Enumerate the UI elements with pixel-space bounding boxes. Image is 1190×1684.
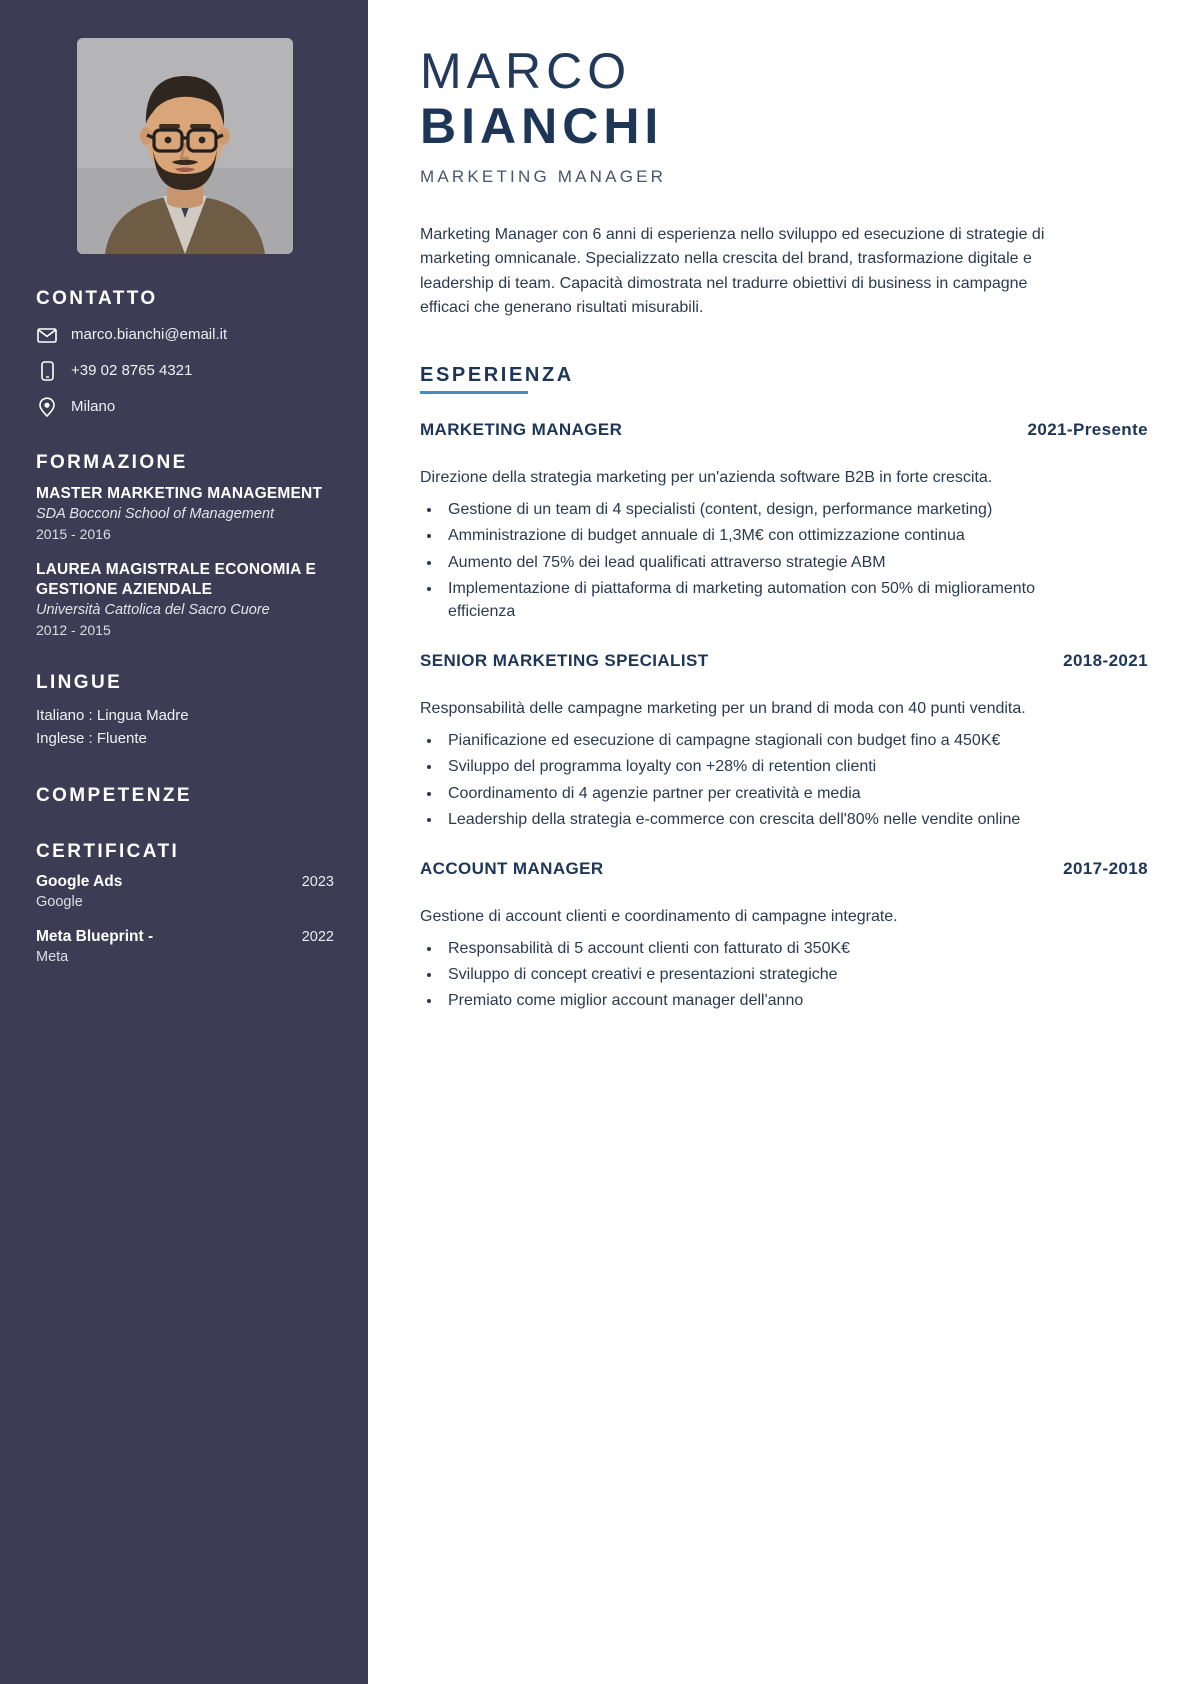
experience-bullet: • Premiato come miglior account manager dell'anno: [442, 989, 1070, 1012]
education-years: 2012 - 2015: [36, 622, 111, 639]
experience-item: [420, 859, 1148, 1013]
experience-bullet: • Implementazione di piattaforma di marketing automation con 50% di miglioramento efficienza: [442, 577, 1070, 623]
experience-bullet: • Responsabilità di 5 account clienti con fatturato di 350K€: [442, 937, 1070, 960]
education-school: Università Cattolica del Sacro Cuore: [36, 601, 270, 618]
experience-period: 2018-2021: [1063, 651, 1148, 671]
experience-bullet: • Leadership della strategia e-commerce con crescita dell'80% nelle vendite online: [442, 808, 1070, 831]
profile-summary: Marketing Manager con 6 anni di esperienza nello sviluppo ed esecuzione di strategie di marketing omnicanale. Specializzato nella crescita del brand, trasformazione digitale e leadership di team. Capacità dimostrata nel tradurre obiettivi di business in campagne efficaci che generano risultati misurabili.: [420, 226, 1045, 316]
language-item: Italiano : Lingua Madre: [36, 707, 189, 725]
languages-heading: LINGUE: [36, 672, 123, 694]
experience-bullet: • Gestione di un team di 4 specialisti (content, design, performance marketing): [442, 498, 1070, 521]
contact-location-row[interactable]: [36, 396, 334, 418]
certificate-year: 2022: [301, 928, 334, 945]
first-name: MARCO: [420, 43, 632, 99]
experience-bullets: [420, 498, 1070, 623]
education-item: [36, 484, 334, 542]
profile-photo-illustration: [77, 38, 293, 254]
education-item: [36, 560, 334, 638]
certificate-item: [36, 928, 334, 967]
experience-period: 2021-Presente: [1027, 420, 1148, 440]
experience-role: SENIOR MARKETING SPECIALIST: [420, 651, 709, 671]
experience-description: Direzione della strategia marketing per un'azienda software B2B in forte crescita.: [420, 469, 993, 487]
experience-role: ACCOUNT MANAGER: [420, 858, 604, 878]
experience-role: MARKETING MANAGER: [420, 420, 623, 440]
education-heading: FORMAZIONE: [36, 452, 188, 473]
contact-email-value: marco.bianchi@email.it: [71, 326, 228, 343]
language-item: Inglese : Fluente: [36, 730, 147, 748]
experience-section-heading: ESPERIENZA: [420, 364, 574, 394]
certificates-heading: CERTIFICATI: [36, 840, 180, 862]
main-content: [368, 0, 1190, 1684]
experience-bullet: • Sviluppo di concept creativi e presentazioni strategiche: [442, 963, 1070, 986]
experience-item: [420, 420, 1148, 623]
avatar: [77, 38, 293, 254]
contact-phone-row[interactable]: [36, 360, 334, 382]
last-name: BIANCHI: [420, 98, 664, 154]
certificate-name: Google Ads: [36, 872, 123, 890]
contact-phone-value: +39 02 8765 4321: [71, 362, 193, 379]
sidebar: [0, 0, 368, 1684]
envelope-icon: [36, 324, 58, 346]
location-pin-icon: [36, 396, 58, 418]
certificate-name: Meta Blueprint -: [36, 927, 154, 945]
certificate-year: 2023: [301, 873, 334, 890]
certificate-item: [36, 873, 334, 912]
education-degree: LAUREA MAGISTRALE ECONOMIA E GESTIONE AZIENDALE: [36, 561, 317, 598]
experience-bullet: • Coordinamento di 4 agenzie partner per creatività e media: [442, 782, 1070, 805]
experience-bullet: • Aumento del 75% dei lead qualificati attraverso strategie ABM: [442, 551, 1070, 574]
job-title: MARKETING MANAGER: [420, 167, 667, 186]
education-years: 2015 - 2016: [36, 526, 111, 543]
skills-heading: COMPETENZE: [36, 784, 192, 806]
contact-email-row[interactable]: [36, 324, 334, 346]
certificate-issuer: Meta: [36, 949, 69, 966]
experience-bullet: • Amministrazione di budget annuale di 1,3M€ con ottimizzazione continua: [442, 524, 1070, 547]
experience-bullet: • Sviluppo del programma loyalty con +28% di retention clienti: [442, 755, 1070, 778]
experience-item: [420, 651, 1148, 831]
experience-bullets: [420, 729, 1070, 831]
experience-description: Gestione di account clienti e coordinamento di campagne integrate.: [420, 907, 898, 925]
experience-period: 2017-2018: [1063, 858, 1148, 878]
education-school: SDA Bocconi School of Management: [36, 505, 275, 522]
experience-bullets: [420, 937, 1070, 1013]
phone-icon: [36, 360, 58, 382]
experience-description: Responsabilità delle campagne marketing per un brand di moda con 40 punti vendita.: [420, 700, 1026, 718]
contact-location-value: Milano: [71, 398, 116, 415]
education-degree: MASTER MARKETING MANAGEMENT: [36, 485, 323, 502]
experience-bullet: • Pianificazione ed esecuzione di campagne stagionali con budget fino a 450K€: [442, 729, 1070, 752]
contact-heading: CONTATTO: [36, 288, 158, 309]
certificate-issuer: Google: [36, 894, 83, 911]
